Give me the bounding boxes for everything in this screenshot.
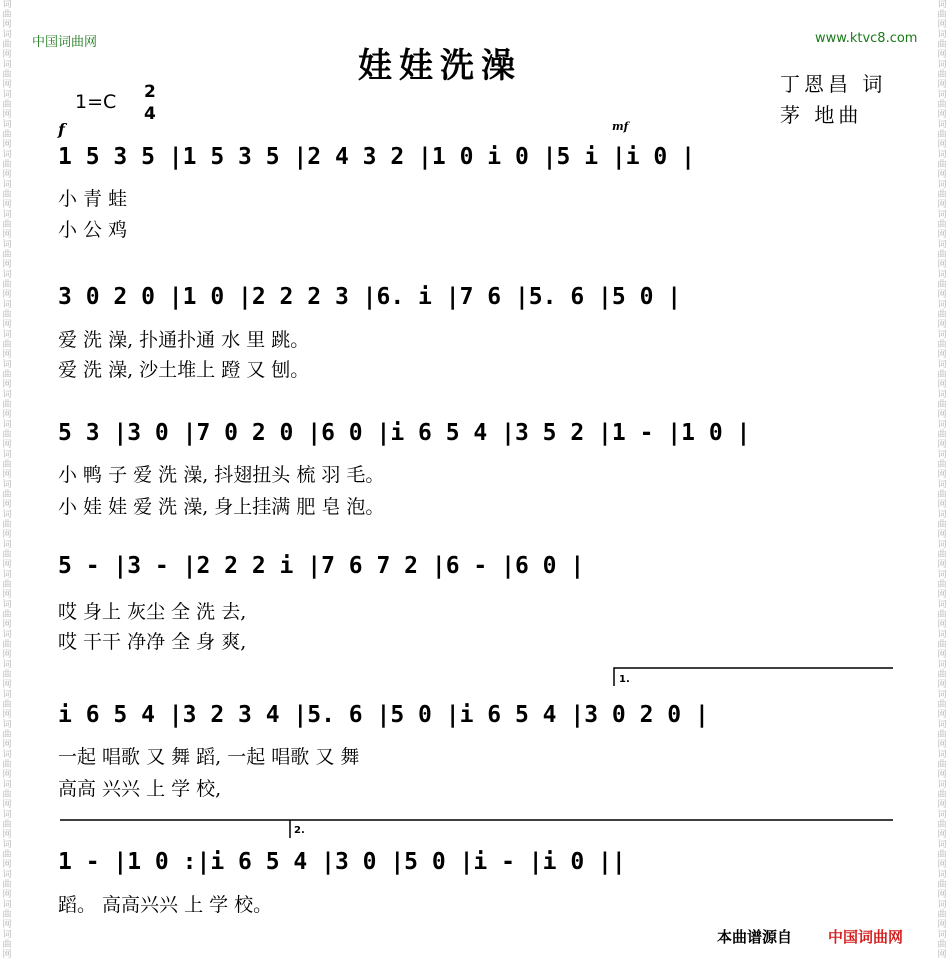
side-watermark-glyph: 词	[937, 600, 947, 610]
side-watermark-glyph: 词	[2, 210, 12, 220]
side-watermark-glyph: 词	[937, 420, 947, 430]
side-watermark-glyph: 词	[937, 570, 947, 580]
side-watermark-glyph: 曲	[937, 430, 947, 440]
side-watermark-glyph: 曲	[937, 160, 947, 170]
side-watermark-glyph: 网	[937, 260, 947, 270]
side-watermark-glyph: 曲	[937, 310, 947, 320]
side-watermark-glyph: 词	[2, 30, 12, 40]
side-watermark-glyph: 网	[2, 590, 12, 600]
side-watermark-glyph: 词	[937, 720, 947, 730]
side-watermark-glyph: 词	[937, 900, 947, 910]
notation-line-6: 1 - |1 0 :|i 6 5 4 |3 0 |5 0 |i - |i 0 ||	[58, 849, 626, 875]
side-watermark-glyph: 网	[2, 650, 12, 660]
lyric-line-1b: 小 公 鸡	[58, 219, 128, 241]
side-watermark-glyph: 词	[2, 360, 12, 370]
side-watermark-glyph: 网	[937, 470, 947, 480]
side-watermark-glyph: 词	[937, 240, 947, 250]
side-watermark-glyph: 曲	[2, 340, 12, 350]
side-watermark-glyph: 曲	[937, 610, 947, 620]
dynamic-forte: f	[58, 120, 65, 139]
side-watermark-glyph: 网	[937, 350, 947, 360]
side-watermark-glyph: 网	[2, 710, 12, 720]
side-watermark-glyph: 曲	[937, 340, 947, 350]
side-watermark-glyph: 词	[2, 390, 12, 400]
footer-source-site[interactable]: 中国词曲网	[828, 928, 904, 946]
side-watermark-glyph: 曲	[2, 520, 12, 530]
side-watermark-glyph: 词	[937, 150, 947, 160]
side-watermark-glyph: 词	[2, 690, 12, 700]
side-watermark-glyph: 词	[937, 510, 947, 520]
side-watermark-glyph: 网	[937, 920, 947, 930]
notation-line-4: 5 - |3 - |2 2 2 i |7 6 7 2 |6 - |6 0 |	[58, 553, 585, 579]
side-watermark-glyph: 曲	[937, 550, 947, 560]
side-watermark-glyph: 词	[2, 840, 12, 850]
side-watermark-glyph: 网	[2, 500, 12, 510]
side-watermark-glyph: 网	[2, 80, 12, 90]
side-watermark-glyph: 词	[2, 870, 12, 880]
side-watermark-glyph: 网	[2, 830, 12, 840]
side-watermark-glyph: 曲	[937, 70, 947, 80]
side-watermark-glyph: 网	[2, 260, 12, 270]
side-watermark-glyph: 网	[937, 950, 947, 960]
song-title: 娃娃洗澡	[358, 46, 522, 86]
time-signature-denominator: 4	[144, 104, 156, 124]
side-watermark-glyph: 词	[2, 630, 12, 640]
side-watermark-glyph: 网	[2, 890, 12, 900]
side-watermark-glyph: 词	[937, 870, 947, 880]
side-watermark-glyph: 曲	[2, 880, 12, 890]
side-watermark-glyph: 曲	[2, 700, 12, 710]
side-watermark-glyph: 词	[937, 390, 947, 400]
side-watermark-glyph: 词	[2, 90, 12, 100]
side-watermark-glyph: 曲	[937, 490, 947, 500]
side-watermark-glyph: 网	[2, 380, 12, 390]
side-watermark-glyph: 网	[2, 110, 12, 120]
side-watermark-glyph: 网	[2, 410, 12, 420]
side-watermark-glyph: 词	[2, 720, 12, 730]
side-watermark-glyph: 曲	[937, 520, 947, 530]
side-watermark-glyph: 曲	[937, 760, 947, 770]
side-watermark-glyph: 网	[937, 680, 947, 690]
notation-line-3: 5 3 |3 0 |7 0 2 0 |6 0 |i 6 5 4 |3 5 2 |1 - |1 0 |	[58, 420, 751, 446]
side-watermark-glyph: 网	[937, 710, 947, 720]
side-watermark-glyph: 曲	[2, 640, 12, 650]
side-watermark-glyph: 曲	[2, 610, 12, 620]
side-watermark-glyph: 曲	[937, 910, 947, 920]
dynamic-mezzo-forte: mf	[612, 120, 629, 133]
side-watermark-glyph: 词	[937, 360, 947, 370]
side-watermark-glyph: 网	[2, 680, 12, 690]
side-watermark-glyph: 曲	[937, 370, 947, 380]
side-watermark-glyph: 网	[937, 830, 947, 840]
side-watermark-glyph: 网	[2, 200, 12, 210]
side-watermark-glyph: 曲	[2, 430, 12, 440]
side-watermark-glyph: 网	[937, 890, 947, 900]
side-watermark-glyph: 词	[937, 120, 947, 130]
side-watermark-glyph: 曲	[937, 460, 947, 470]
side-watermark-glyph: 词	[937, 270, 947, 280]
side-watermark-glyph: 曲	[2, 130, 12, 140]
side-watermark-glyph: 网	[2, 920, 12, 930]
side-watermark-glyph: 词	[937, 330, 947, 340]
side-watermark-glyph: 网	[937, 500, 947, 510]
side-watermark-glyph: 曲	[937, 640, 947, 650]
side-watermark-glyph: 网	[2, 170, 12, 180]
lyric-line-2b: 爱 洗 澡, 沙土堆上 蹬 又 刨。	[58, 359, 310, 381]
side-watermark-glyph: 网	[2, 470, 12, 480]
side-watermark-glyph: 词	[2, 0, 12, 10]
side-watermark-glyph: 网	[937, 860, 947, 870]
volta-first-label: 1.	[619, 674, 630, 685]
lyric-line-2a: 爱 洗 澡, 扑通扑通 水 里 跳。	[58, 329, 310, 351]
side-watermark-glyph: 曲	[2, 310, 12, 320]
side-watermark-glyph: 曲	[2, 280, 12, 290]
side-watermark-glyph: 词	[2, 540, 12, 550]
side-watermark-glyph: 网	[937, 50, 947, 60]
side-watermark-glyph: 词	[937, 90, 947, 100]
side-watermark-glyph: 网	[937, 110, 947, 120]
side-watermark-glyph: 网	[937, 320, 947, 330]
side-watermark-glyph: 网	[937, 170, 947, 180]
site-watermark-right: www.ktvc8.com	[815, 31, 918, 46]
notation-line-1: 1 5 3 5 |1 5 3 5 |2 4 3 2 |1 0 i 0 |5 i |i 0 |	[58, 144, 695, 170]
side-watermark-glyph: 曲	[937, 130, 947, 140]
side-watermark-glyph: 曲	[2, 10, 12, 20]
side-watermark-glyph: 词	[2, 270, 12, 280]
lyric-line-3a: 小 鸭 子 爱 洗 澡, 抖翅扭头 梳 羽 毛。	[58, 464, 385, 486]
side-watermark-glyph: 词	[937, 0, 947, 10]
side-watermark-glyph: 曲	[937, 40, 947, 50]
side-watermark-glyph: 网	[2, 620, 12, 630]
side-watermark-glyph: 词	[937, 180, 947, 190]
side-watermark-glyph: 网	[937, 200, 947, 210]
side-watermark-glyph: 曲	[2, 400, 12, 410]
side-watermark-glyph: 曲	[2, 460, 12, 470]
notation-line-5: i 6 5 4 |3 2 3 4 |5. 6 |5 0 |i 6 5 4 |3 0 2 0 |	[58, 702, 709, 728]
side-watermark-glyph: 曲	[2, 100, 12, 110]
side-watermark-glyph: 曲	[2, 190, 12, 200]
side-watermark-glyph: 曲	[2, 730, 12, 740]
side-watermark-glyph: 网	[937, 560, 947, 570]
side-watermark-glyph: 曲	[2, 820, 12, 830]
side-watermark-glyph: 词	[937, 780, 947, 790]
side-watermark-glyph: 词	[2, 300, 12, 310]
side-watermark-glyph: 词	[937, 690, 947, 700]
side-watermark-glyph: 网	[937, 230, 947, 240]
side-watermark-glyph: 网	[937, 140, 947, 150]
side-watermark-glyph: 曲	[937, 820, 947, 830]
side-watermark-glyph: 曲	[937, 220, 947, 230]
side-watermark-glyph: 曲	[2, 790, 12, 800]
side-watermark-glyph: 曲	[937, 250, 947, 260]
side-watermark-glyph: 曲	[937, 790, 947, 800]
side-watermark-glyph: 曲	[937, 700, 947, 710]
side-watermark-glyph: 网	[937, 620, 947, 630]
side-watermark-glyph: 网	[937, 590, 947, 600]
side-watermark-glyph: 网	[937, 530, 947, 540]
side-watermark-glyph: 词	[2, 600, 12, 610]
side-watermark-glyph: 网	[937, 650, 947, 660]
side-watermark-glyph: 网	[2, 770, 12, 780]
side-watermark-glyph: 网	[2, 140, 12, 150]
notation-line-2: 3 0 2 0 |1 0 |2 2 2 3 |6. i |7 6 |5. 6 |5 0 |	[58, 284, 682, 310]
side-watermark-glyph: 网	[2, 800, 12, 810]
side-watermark-glyph: 词	[2, 60, 12, 70]
side-watermark-glyph: 网	[2, 350, 12, 360]
side-watermark-glyph: 曲	[2, 220, 12, 230]
side-watermark-glyph: 词	[2, 780, 12, 790]
side-watermark-glyph: 曲	[2, 940, 12, 950]
side-watermark-glyph: 网	[2, 950, 12, 960]
side-watermark-glyph: 曲	[2, 850, 12, 860]
side-watermark-glyph: 网	[2, 440, 12, 450]
side-watermark-glyph: 词	[2, 240, 12, 250]
side-watermark-glyph: 词	[2, 450, 12, 460]
side-watermark-glyph: 网	[937, 800, 947, 810]
side-watermark-glyph: 词	[2, 510, 12, 520]
side-watermark-glyph: 曲	[937, 100, 947, 110]
side-watermark-glyph: 词	[2, 150, 12, 160]
side-watermark-glyph: 曲	[937, 580, 947, 590]
side-watermark-glyph: 网	[2, 860, 12, 870]
composer-credit: 茅 地曲	[780, 103, 863, 127]
side-watermark-glyph: 词	[2, 180, 12, 190]
lyric-line-6a: 蹈。 高高兴兴 上 学 校。	[58, 894, 273, 916]
side-watermark-glyph: 曲	[2, 370, 12, 380]
side-watermark-glyph: 网	[2, 20, 12, 30]
side-watermark-glyph: 网	[2, 290, 12, 300]
time-signature-numerator: 2	[144, 82, 156, 102]
side-watermark-glyph: 网	[2, 740, 12, 750]
side-watermark-glyph: 网	[937, 410, 947, 420]
side-watermark-glyph: 词	[937, 30, 947, 40]
side-watermark-glyph: 曲	[937, 730, 947, 740]
side-watermark-glyph: 曲	[2, 160, 12, 170]
side-watermark-glyph: 词	[2, 750, 12, 760]
side-watermark-glyph: 词	[937, 60, 947, 70]
side-watermark-glyph: 词	[2, 330, 12, 340]
side-watermark-glyph: 词	[2, 120, 12, 130]
side-watermark-glyph: 网	[2, 320, 12, 330]
side-watermark-glyph: 词	[937, 810, 947, 820]
footer-source-label: 本曲谱源自	[717, 928, 793, 946]
side-watermark-glyph: 词	[2, 570, 12, 580]
side-watermark-glyph: 词	[2, 660, 12, 670]
key-signature: 1=C	[75, 91, 117, 113]
side-watermark-glyph: 词	[937, 930, 947, 940]
side-watermark-glyph: 网	[937, 380, 947, 390]
side-watermark-glyph: 曲	[937, 880, 947, 890]
side-watermark-glyph: 网	[937, 80, 947, 90]
lyricist-credit: 丁恩昌 词	[780, 72, 887, 96]
side-watermark-glyph: 词	[937, 450, 947, 460]
side-watermark-glyph: 词	[2, 900, 12, 910]
side-watermark-glyph: 曲	[2, 550, 12, 560]
side-watermark-glyph: 曲	[2, 670, 12, 680]
side-watermark-glyph: 词	[2, 930, 12, 940]
lyric-line-1a: 小 青 蛙	[58, 188, 128, 210]
side-watermark-glyph: 曲	[937, 850, 947, 860]
side-watermark-glyph: 网	[2, 530, 12, 540]
side-watermark-glyph: 曲	[2, 250, 12, 260]
lyric-line-3b: 小 娃 娃 爱 洗 澡, 身上挂满 肥 皂 泡。	[58, 496, 385, 518]
side-watermark-glyph: 曲	[2, 760, 12, 770]
side-watermark-glyph: 曲	[937, 280, 947, 290]
side-watermark-glyph: 词	[2, 420, 12, 430]
side-watermark-glyph: 曲	[2, 910, 12, 920]
lyric-line-4a: 哎 身上 灰尘 全 洗 去,	[58, 601, 247, 623]
side-watermark-glyph: 曲	[937, 400, 947, 410]
side-watermark-glyph: 网	[2, 560, 12, 570]
side-watermark-glyph: 词	[937, 630, 947, 640]
side-watermark-glyph: 词	[937, 840, 947, 850]
side-watermark-glyph: 曲	[937, 670, 947, 680]
side-watermark-glyph: 词	[937, 480, 947, 490]
side-watermark-glyph: 词	[937, 750, 947, 760]
side-watermark-glyph: 网	[937, 740, 947, 750]
side-watermark-glyph: 曲	[2, 40, 12, 50]
side-watermark-glyph: 网	[2, 230, 12, 240]
side-watermark-glyph: 网	[2, 50, 12, 60]
side-watermark-glyph: 网	[937, 440, 947, 450]
side-watermark-glyph: 网	[937, 20, 947, 30]
lyric-line-5a: 一起 唱歌 又 舞 蹈, 一起 唱歌 又 舞	[58, 746, 360, 768]
volta-second-label: 2.	[294, 825, 305, 836]
side-watermark-glyph: 网	[937, 770, 947, 780]
side-watermark-glyph: 网	[937, 290, 947, 300]
side-watermark-glyph: 词	[937, 660, 947, 670]
side-watermark-glyph: 曲	[937, 190, 947, 200]
lyric-line-5b: 高高 兴兴 上 学 校,	[58, 778, 222, 800]
side-watermark-glyph: 曲	[2, 70, 12, 80]
side-watermark-glyph: 词	[937, 540, 947, 550]
side-watermark-glyph: 词	[2, 810, 12, 820]
side-watermark-glyph: 词	[937, 210, 947, 220]
side-watermark-glyph: 曲	[937, 10, 947, 20]
side-watermark-glyph: 曲	[937, 940, 947, 950]
side-watermark-glyph: 词	[937, 300, 947, 310]
side-watermark-glyph: 曲	[2, 490, 12, 500]
lyric-line-4b: 哎 干干 净净 全 身 爽,	[58, 631, 247, 653]
side-watermark-glyph: 词	[2, 480, 12, 490]
site-watermark-left: 中国词曲网	[32, 35, 98, 50]
side-watermark-glyph: 曲	[2, 580, 12, 590]
